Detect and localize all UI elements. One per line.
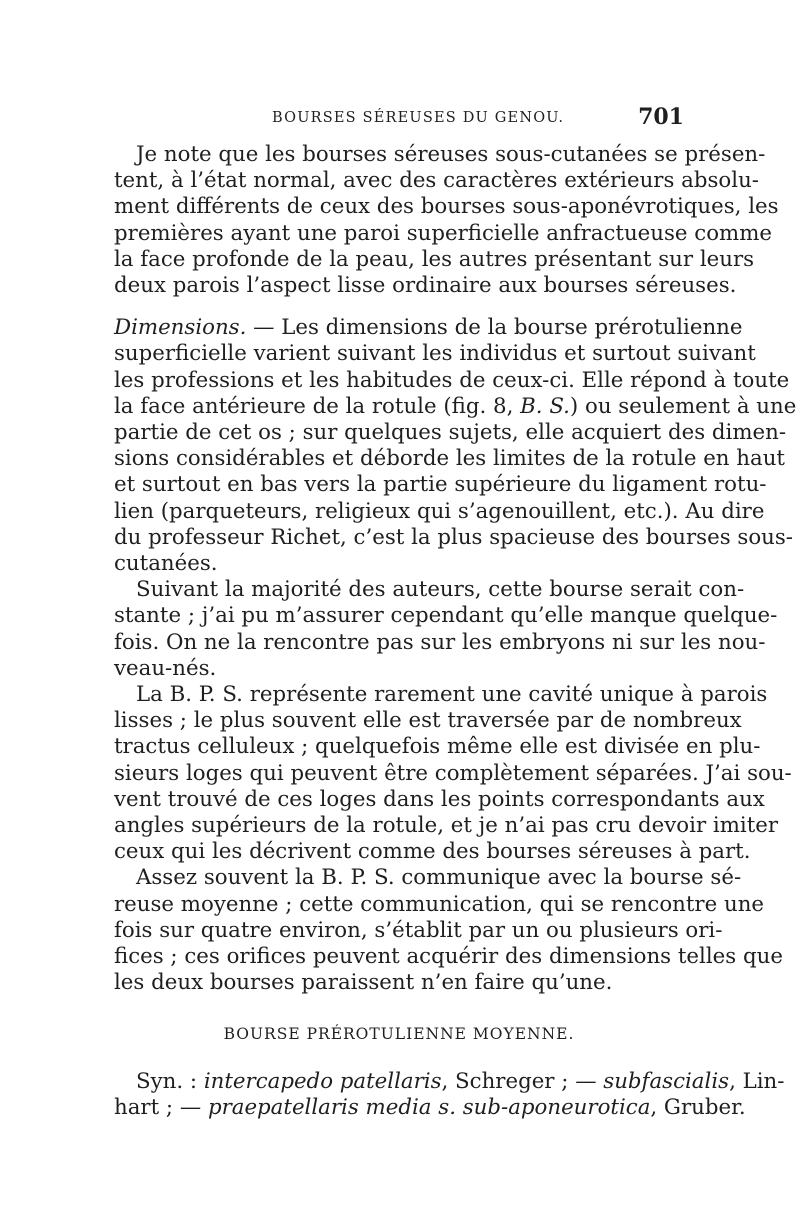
- text-line: veau-nés.: [114, 655, 217, 681]
- text-line: superficielle varient suivant les individus et surtout suivant: [114, 341, 756, 367]
- text-line: fices ; ces orifices peuvent acquérir des dimensions telles que: [114, 944, 783, 970]
- text-run: , Lin-: [729, 1068, 785, 1094]
- text-line: [114, 1094, 746, 1121]
- text-line: deux parois l’aspect lisse ordinaire aux bourses séreuses.: [114, 273, 737, 299]
- text-run: — Les dimensions de la bourse prérotulienne: [246, 315, 743, 341]
- book-page: [114, 102, 797, 1121]
- text-line: lien (parqueteurs, religieux qui s’agenouillent, etc.). Au dire: [114, 498, 765, 524]
- latin-term: subfascialis: [603, 1068, 730, 1094]
- text-line: vent trouvé de ces loges dans les points correspondants aux: [114, 786, 765, 812]
- text-line: Suivant la majorité des auteurs, cette bourse serait con-: [136, 577, 745, 603]
- paragraph-5: [114, 865, 783, 996]
- text-line: les deux bourses paraissent n’en faire qu’une.: [114, 970, 613, 996]
- dimensions-label: Dimensions.: [114, 315, 247, 341]
- text-run: , Gruber.: [650, 1094, 746, 1120]
- text-line: partie de cet os ; sur quelques sujets, elle acquiert des dimen-: [114, 420, 787, 446]
- text-line: reuse moyenne ; cette communication, qui se rencontre une: [114, 891, 765, 917]
- section-heading: BOURSE PRÉROTULIENNE MOYENNE.: [223, 1024, 575, 1043]
- page-header: [114, 102, 684, 142]
- text-line: [114, 1068, 785, 1095]
- text-line: [114, 315, 743, 341]
- text-line: la face profonde de la peau, les autres présentant sur leurs: [114, 246, 755, 272]
- text-line: sieurs loges qui peuvent être complètement séparées. J’ai sou-: [114, 760, 792, 786]
- body-text: [114, 142, 797, 1121]
- text-line: Assez souvent la B. P. S. communique avec la bourse sé-: [136, 865, 742, 891]
- text-line: fois sur quatre environ, s’établit par un ou plusieurs ori-: [114, 917, 723, 943]
- text-line: sions considérables et déborde les limites de la rotule en haut: [114, 446, 785, 472]
- text-line: lisses ; le plus souvent elle est traversée par de nombreux: [114, 708, 742, 734]
- latin-term: intercapedo patellaris: [203, 1068, 442, 1094]
- text-line: ment différents de ceux des bourses sous-aponévrotiques, les: [114, 194, 779, 220]
- text-line: ceux qui les décrivent comme des bourses séreuses à part.: [114, 839, 751, 865]
- text-line: angles supérieurs de la rotule, et je n’ai pas cru devoir imiter: [114, 813, 779, 839]
- paragraph-gap: [114, 299, 684, 315]
- text-line: tractus celluleux ; quelquefois même elle est divisée en plu-: [114, 734, 761, 760]
- latin-term: praepatellaris media s. sub-aponeurotica: [207, 1094, 651, 1120]
- text-run: ) ou seulement à une: [569, 393, 797, 419]
- text-run: hart ; —: [114, 1094, 208, 1120]
- text-line: [114, 393, 797, 420]
- text-line: La B. P. S. représente rarement une cavité unique à parois: [136, 682, 768, 708]
- text-run: Syn. :: [136, 1068, 204, 1094]
- text-line: tent, à l’état normal, avec des caractères extérieurs absolu-: [114, 168, 759, 194]
- text-run: , Schreger ; —: [441, 1068, 604, 1094]
- text-line: premières ayant une paroi superficielle anfractueuse comme: [114, 220, 773, 246]
- running-title: BOURSES SÉREUSES DU GENOU.: [272, 110, 565, 126]
- text-line: du professeur Richet, c’est la plus spacieuse des bourses sous-: [114, 524, 793, 550]
- text-line: stante ; j’ai pu m’assurer cependant qu’elle manque quelque-: [114, 603, 778, 629]
- page-number: 701: [638, 104, 684, 130]
- text-line: et surtout en bas vers la partie supérieure du ligament rotu-: [114, 472, 767, 498]
- text-line: cutanées.: [114, 551, 218, 577]
- text-line: Je note que les bourses séreuses sous-cutanées se présen-: [136, 142, 766, 167]
- synonyms-paragraph: [114, 1068, 785, 1121]
- paragraph-2: [114, 315, 797, 577]
- figure-ref: B. S.: [520, 393, 570, 419]
- paragraph-1: [114, 142, 779, 299]
- text-run: la face antérieure de la rotule (fig. 8,: [114, 393, 521, 419]
- text-line: fois. On ne la rencontre pas sur les embryons ni sur les nou-: [114, 629, 766, 655]
- text-line: les professions et les habitudes de ceux-ci. Elle répond à toute: [114, 367, 790, 393]
- paragraph-4: [114, 682, 792, 865]
- paragraph-3: [114, 577, 778, 682]
